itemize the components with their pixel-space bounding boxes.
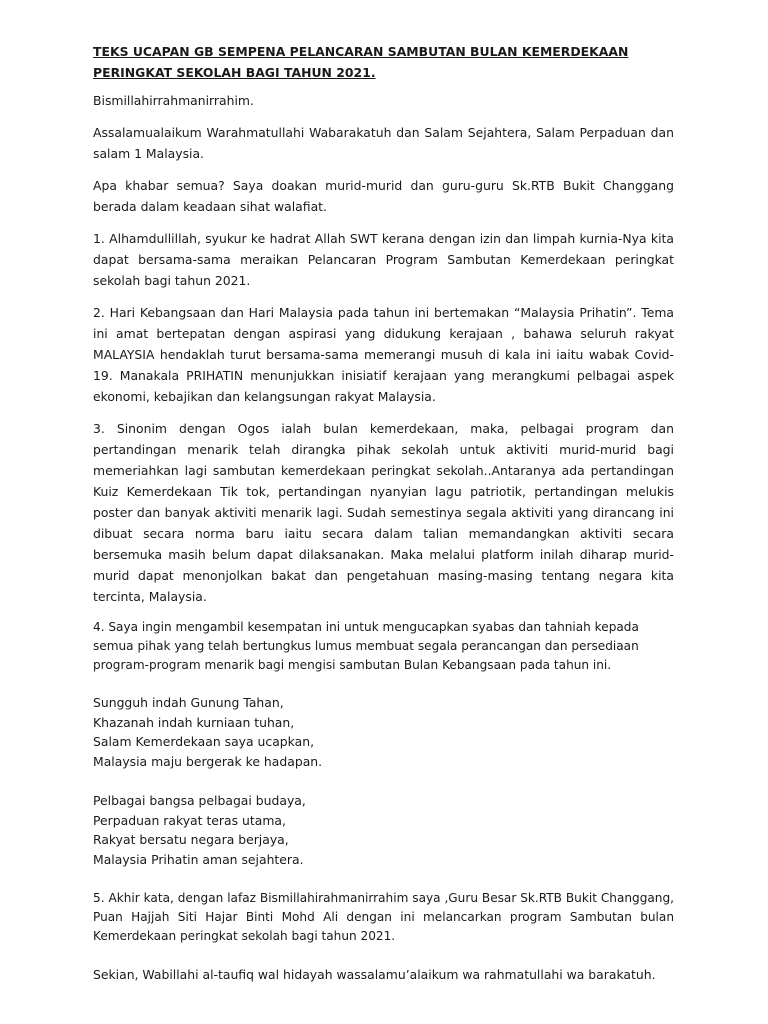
paragraph-1: 1. Alhamdullillah, syukur ke hadrat Allah SWT kerana dengan izin dan limpah kurnia-Nya kita dapat bersama-sama meraikan Pelancaran Program Sambutan Kemerdekaan peringkat sekolah bagi tahun 2021.	[93, 231, 674, 288]
paragraph-5: 5. Akhir kata, dengan lafaz Bismillahirahmanirrahim saya ,Guru Besar Sk.RTB Bukit Changgang, Puan Hajjah Siti Hajar Binti Mohd Ali dengan ini melancarkan program Sambutan bulan Kemerdekaan peringkat sekolah bagi tahun 2021.	[93, 891, 674, 943]
paragraph-4: 4. Saya ingin mengambil kesempatan ini untuk mengucapkan syabas dan tahniah kepada semua pihak yang telah bertungkus lumus membuat segala perancangan dan persediaan program-program menarik bagi mengisi sambutan Bulan Kebangsaan pada tahun ini.	[93, 620, 639, 672]
pantun-line: Salam Kemerdekaan saya ucapkan,	[93, 734, 315, 749]
greeting-paragraph: Assalamualaikum Warahmatullahi Wabarakatuh dan Salam Sejahtera, Salam Perpaduan dan salam 1 Malaysia.	[93, 125, 674, 161]
document-title: TEKS UCAPAN GB SEMPENA PELANCARAN SAMBUTAN BULAN KEMERDEKAAN PERINGKAT SEKOLAH BAGI TAHUN 2021.	[93, 44, 629, 80]
pantun-line: Khazanah indah kurniaan tuhan,	[93, 714, 295, 730]
pantun-line: Malaysia maju bergerak ke hadapan.	[93, 753, 323, 769]
wellbeing-paragraph: Apa khabar semua? Saya doakan murid-murid dan guru-guru Sk.RTB Bukit Changgang berada dalam keadaan sihat walafiat.	[93, 178, 674, 214]
pantun-line: Perpaduan rakyat teras utama,	[93, 812, 286, 828]
pantun-line: Pelbagai bangsa pelbagai budaya,	[93, 793, 306, 808]
pantun-line: Rakyat bersatu negara berjaya,	[93, 832, 289, 847]
closing-line: Sekian, Wabillahi al-taufiq wal hidayah wassalamu’alaikum wa rahmatullahi wa barakatuh.	[93, 967, 656, 982]
paragraph-3: 3. Sinonim dengan Ogos ialah bulan kemerdekaan, maka, pelbagai program dan pertandingan menarik telah dirangka pihak sekolah untuk aktiviti murid-murid bagi memeriahkan lagi sambutan kemerdekaan peringkat sekolah..Antaranya ada pertandingan Kuiz Kemerdekaan Tik tok, pertandingan nyanyian lagu patriotik, pertandingan melukis poster dan banyak aktiviti menarik lagi. Sudah semestinya segala aktiviti yang dirancang ini dibuat secara norma baru iaitu secara dalam talian memandangkan aktiviti secara bersemuka masih belum dapat dilaksanakan. Maka melalui platform inilah diharap murid-murid dapat menonjolkan bakat dan pengetahuan masing-masing tentang negara kita tercinta, Malaysia.	[93, 421, 674, 604]
pantun-line: Malaysia Prihatin aman sejahtera.	[93, 851, 304, 867]
opening-line: Bismillahirrahmanirrahim.	[93, 93, 254, 108]
pantun-stanza-1	[93, 693, 674, 771]
paragraph-2: 2. Hari Kebangsaan dan Hari Malaysia pada tahun ini bertemakan “Malaysia Prihatin”. Tema ini amat bertepatan dengan aspirasi yang didukung kerajaan , bahawa seluruh rakyat MALAYSIA hendaklah turut bersama-sama memerangi musuh di kala ini iaitu wabak Covid-19. Manakala PRIHATIN menunjukkan inisiatif kerajaan yang merangkumi pelbagai aspek ekonomi, kebajikan dan kelangsungan rakyat Malaysia.	[93, 305, 674, 404]
pantun-line: Sungguh indah Gunung Tahan,	[93, 695, 284, 710]
pantun-stanza-2	[93, 791, 674, 869]
document-page	[93, 41, 674, 996]
